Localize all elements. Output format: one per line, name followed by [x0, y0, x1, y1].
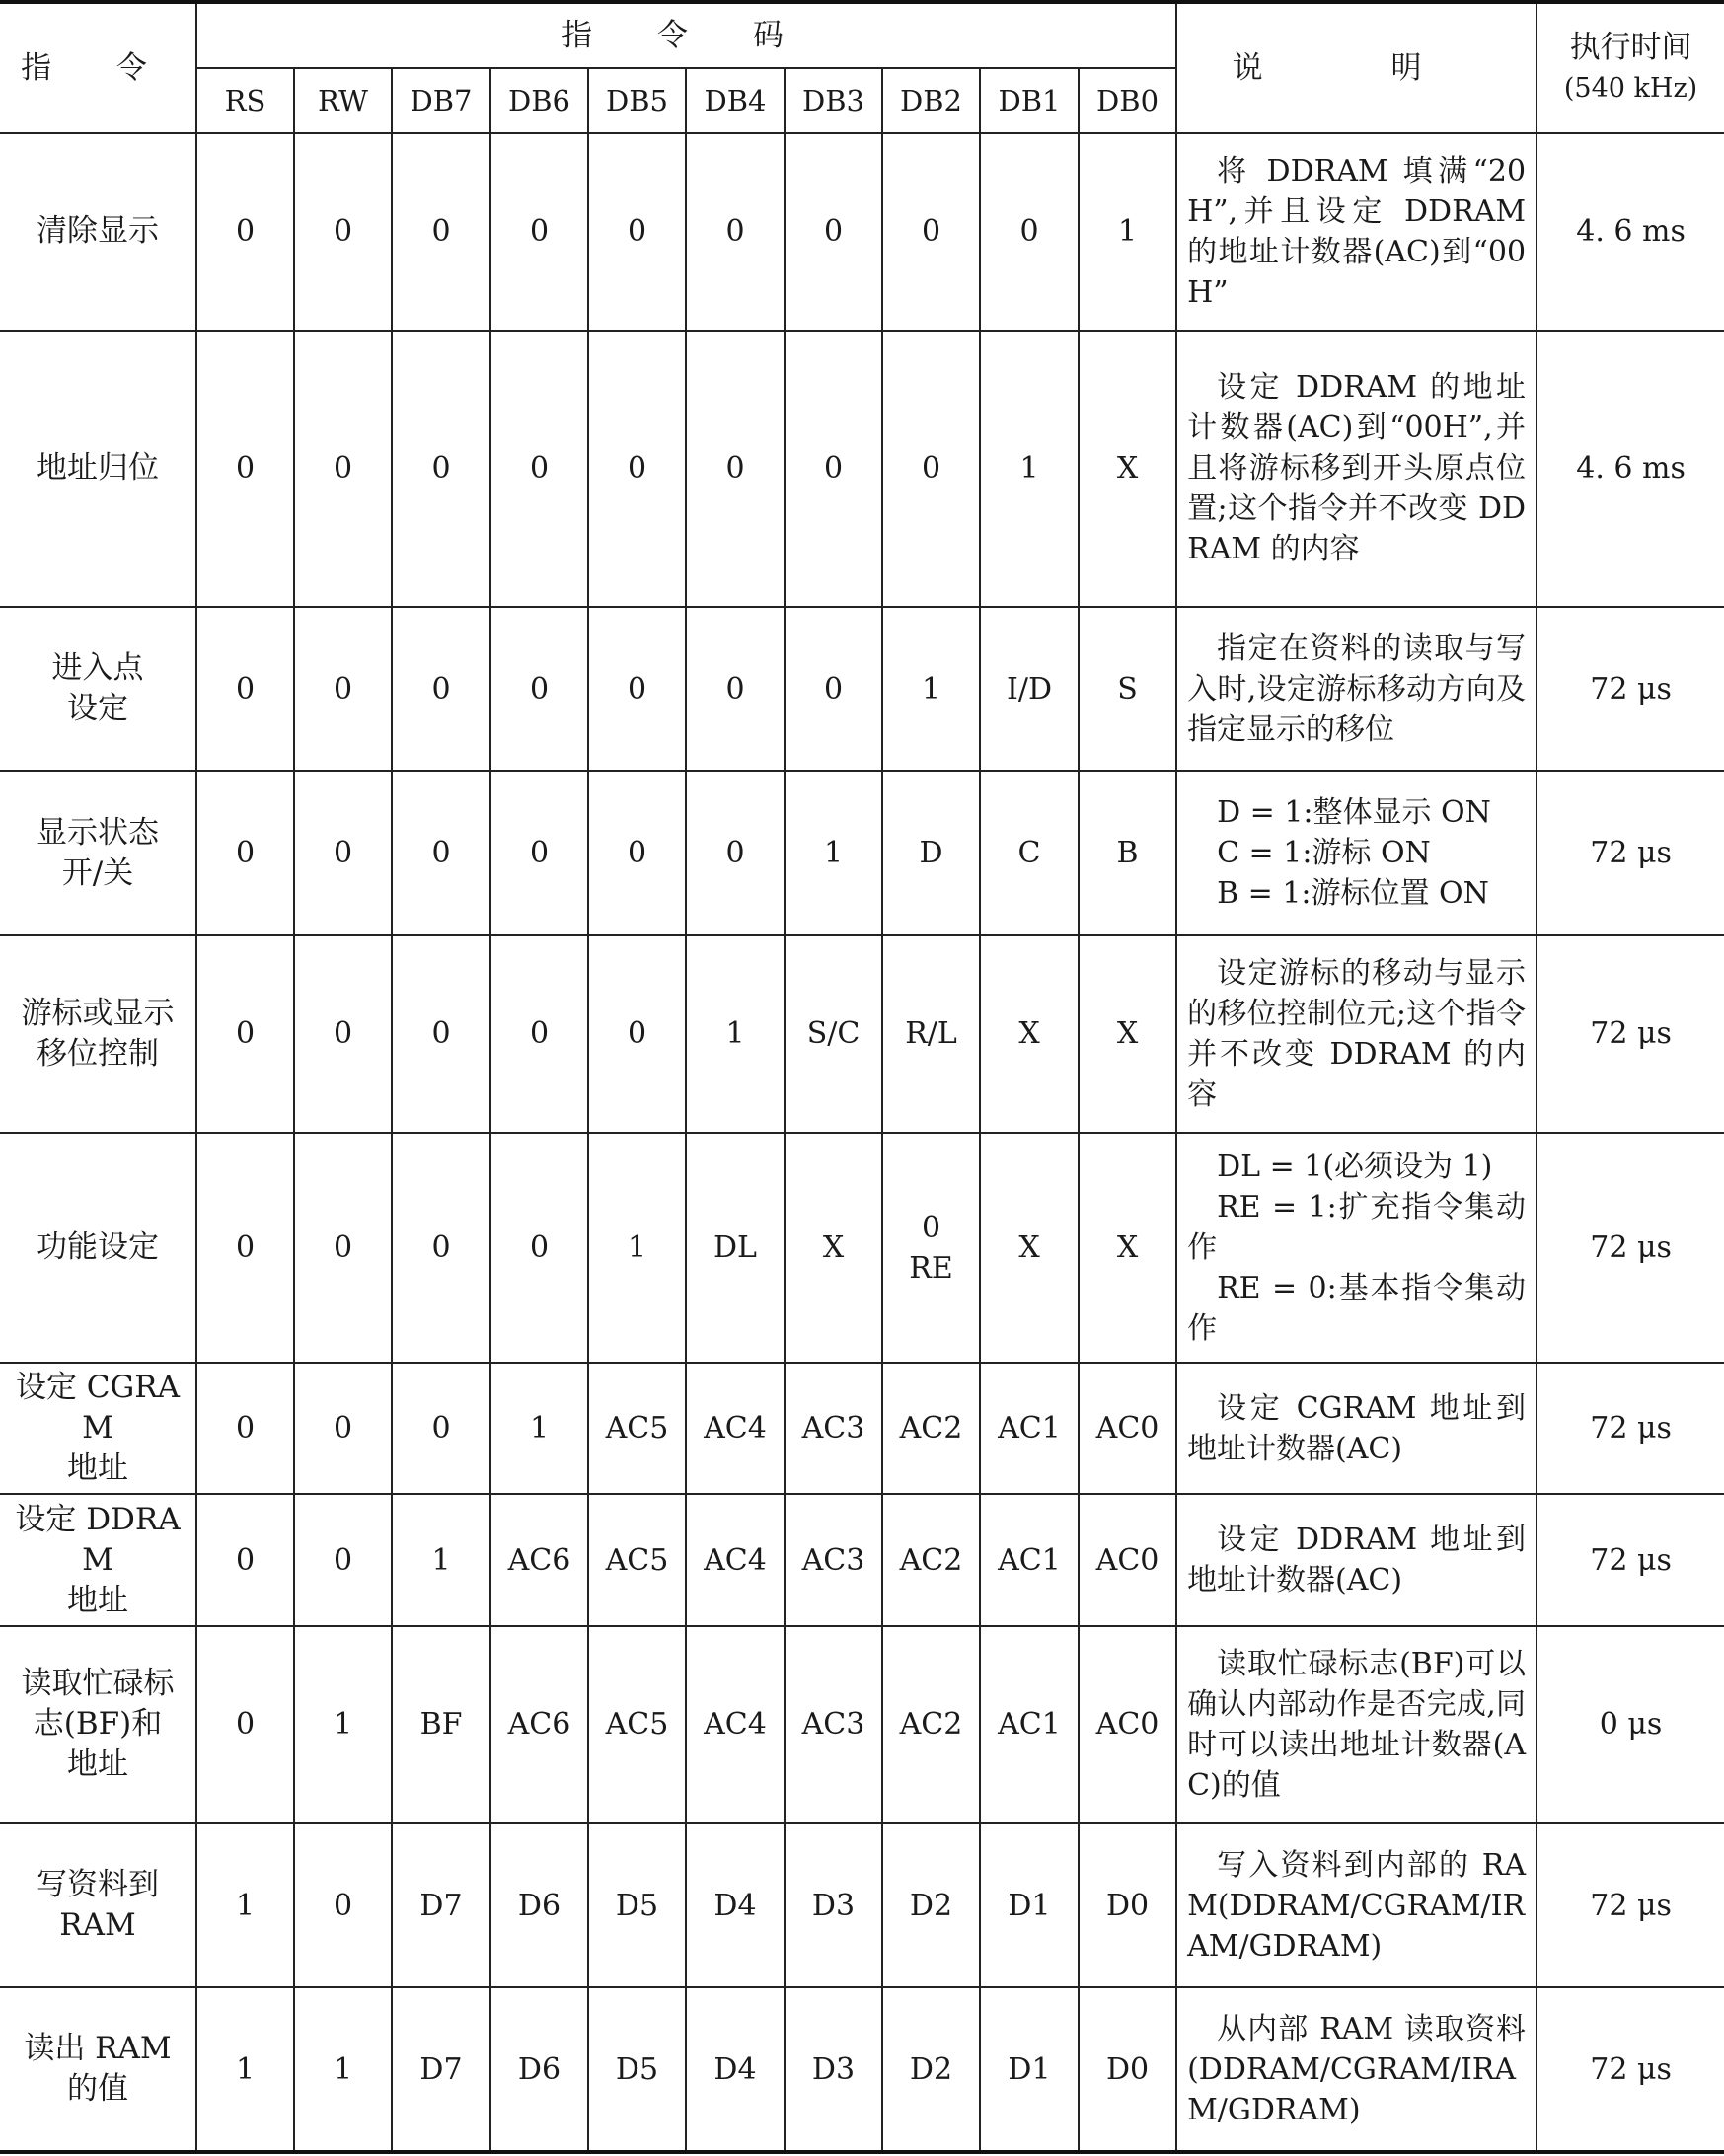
bit-cell: 0	[392, 1363, 490, 1494]
instruction-description: 读取忙碌标志(BF)可以确认内部动作是否完成,同时可以读出地址计数器(AC)的值	[1176, 1626, 1537, 1823]
instruction-description: 从内部 RAM 读取资料(DDRAM/CGRAM/IRAM/GDRAM)	[1176, 1987, 1537, 2152]
bit-cell: D1	[980, 1987, 1079, 2152]
bit-cell: 0	[490, 607, 588, 772]
bit-cell: 0 RE	[882, 1133, 980, 1363]
bit-cell: 0	[490, 935, 588, 1133]
bit-cell: D1	[980, 1823, 1079, 1988]
exec-time: 72 μs	[1537, 1494, 1724, 1625]
instruction-description: 设定 DDRAM 的地址计数器(AC)到“00H”,并且将游标移到开头原点位置;这个指令并不改变 DDRAM 的内容	[1176, 331, 1537, 607]
bit-cell: 0	[588, 331, 686, 607]
bit-cell: D6	[490, 1823, 588, 1988]
bit-cell: D3	[785, 1987, 882, 2152]
header-bit: RW	[294, 68, 392, 133]
bit-cell: 0	[392, 1133, 490, 1363]
bit-cell: 0	[588, 935, 686, 1133]
instruction-description: 将 DDRAM 填满“20H”,并且设定 DDRAM 的地址计数器(AC)到“00H”	[1176, 133, 1537, 331]
bit-cell: D2	[882, 1823, 980, 1988]
exec-time: 72 μs	[1537, 1133, 1724, 1363]
instruction-description: 设定 DDRAM 地址到地址计数器(AC)	[1176, 1494, 1537, 1625]
bit-cell: AC1	[980, 1626, 1079, 1823]
bit-cell: 1	[294, 1626, 392, 1823]
bit-cell: AC0	[1079, 1494, 1176, 1625]
bit-cell: 0	[196, 935, 294, 1133]
bit-cell: 0	[196, 1363, 294, 1494]
header-instruction: 指 令	[0, 2, 196, 133]
bit-cell: 0	[490, 331, 588, 607]
bit-cell: AC4	[686, 1363, 785, 1494]
bit-cell: 0	[686, 771, 785, 935]
bit-cell: 1	[490, 1363, 588, 1494]
bit-cell: 0	[490, 1133, 588, 1363]
instruction-name: 显示状态 开/关	[0, 771, 196, 935]
bit-cell: 0	[686, 331, 785, 607]
bit-cell: 0	[882, 133, 980, 331]
instruction-name: 进入点 设定	[0, 607, 196, 772]
header-bit: DB7	[392, 68, 490, 133]
instruction-name: 读出 RAM 的值	[0, 1987, 196, 2152]
bit-cell: AC2	[882, 1494, 980, 1625]
bit-cell: 0	[294, 935, 392, 1133]
bit-cell: 1	[882, 607, 980, 772]
bit-cell: X	[1079, 935, 1176, 1133]
bit-cell: D4	[686, 1987, 785, 2152]
bit-cell: 0	[196, 1494, 294, 1625]
bit-cell: C	[980, 771, 1079, 935]
exec-time: 72 μs	[1537, 1363, 1724, 1494]
bit-cell: 1	[686, 935, 785, 1133]
header-code-group: 指 令 码	[196, 2, 1176, 68]
instruction-name: 清除显示	[0, 133, 196, 331]
bit-cell: 0	[196, 331, 294, 607]
bit-cell: I/D	[980, 607, 1079, 772]
header-row-top	[0, 2, 1724, 68]
bit-cell: AC5	[588, 1494, 686, 1625]
bit-cell: D	[882, 771, 980, 935]
bit-cell: AC1	[980, 1494, 1079, 1625]
table-row	[0, 1987, 1724, 2152]
table-row	[0, 1133, 1724, 1363]
bit-cell: 0	[392, 607, 490, 772]
bit-cell: 0	[490, 133, 588, 331]
exec-time: 72 μs	[1537, 935, 1724, 1133]
bit-cell: AC3	[785, 1626, 882, 1823]
bit-cell: D7	[392, 1823, 490, 1988]
bit-cell: 0	[392, 331, 490, 607]
bit-cell: AC6	[490, 1626, 588, 1823]
instruction-description: 设定 CGRAM 地址到地址计数器(AC)	[1176, 1363, 1537, 1494]
exec-time: 4. 6 ms	[1537, 133, 1724, 331]
table-row	[0, 1823, 1724, 1988]
instruction-name: 设定 CGRAM 地址	[0, 1363, 196, 1494]
bit-cell: 0	[588, 133, 686, 331]
bit-cell: 0	[196, 607, 294, 772]
bit-cell: AC6	[490, 1494, 588, 1625]
bit-cell: AC1	[980, 1363, 1079, 1494]
bit-cell: 0	[392, 771, 490, 935]
table-row	[0, 771, 1724, 935]
header-bit: DB0	[1079, 68, 1176, 133]
bit-cell: 0	[294, 1133, 392, 1363]
exec-time: 0 μs	[1537, 1626, 1724, 1823]
header-bit: DB2	[882, 68, 980, 133]
exec-time: 4. 6 ms	[1537, 331, 1724, 607]
bit-cell: AC2	[882, 1626, 980, 1823]
instruction-name: 游标或显示 移位控制	[0, 935, 196, 1133]
bit-cell: 0	[980, 133, 1079, 331]
bit-cell: R/L	[882, 935, 980, 1133]
bit-cell: X	[1079, 331, 1176, 607]
header-description: 说 明	[1176, 2, 1537, 133]
bit-cell: 0	[294, 607, 392, 772]
table-row	[0, 1363, 1724, 1494]
bit-cell: 0	[196, 771, 294, 935]
instruction-name: 功能设定	[0, 1133, 196, 1363]
exec-time: 72 μs	[1537, 1823, 1724, 1988]
bit-cell: D5	[588, 1823, 686, 1988]
bit-cell: 0	[392, 935, 490, 1133]
bit-cell: 0	[392, 133, 490, 331]
bit-cell: S	[1079, 607, 1176, 772]
instruction-name: 设定 DDRAM 地址	[0, 1494, 196, 1625]
bit-cell: AC5	[588, 1626, 686, 1823]
header-bit: RS	[196, 68, 294, 133]
bit-cell: X	[980, 1133, 1079, 1363]
bit-cell: 0	[785, 607, 882, 772]
bit-cell: BF	[392, 1626, 490, 1823]
bit-cell: AC4	[686, 1494, 785, 1625]
header-bit: DB1	[980, 68, 1079, 133]
table-row	[0, 133, 1724, 331]
bit-cell: AC2	[882, 1363, 980, 1494]
bit-cell: AC0	[1079, 1626, 1176, 1823]
bit-cell: D3	[785, 1823, 882, 1988]
bit-cell: 0	[490, 771, 588, 935]
bit-cell: 1	[196, 1987, 294, 2152]
table-row	[0, 331, 1724, 607]
bit-cell: 1	[392, 1494, 490, 1625]
bit-cell: D7	[392, 1987, 490, 2152]
bit-cell: 0	[882, 331, 980, 607]
instruction-description: D = 1:整体显示 ON C = 1:游标 ON B = 1:游标位置 ON	[1176, 771, 1537, 935]
bit-cell: D0	[1079, 1823, 1176, 1988]
instruction-name: 读取忙碌标 志(BF)和 地址	[0, 1626, 196, 1823]
bit-cell: 1	[588, 1133, 686, 1363]
bit-cell: AC0	[1079, 1363, 1176, 1494]
bit-cell: 0	[294, 133, 392, 331]
bit-cell: X	[1079, 1133, 1176, 1363]
bit-cell: AC5	[588, 1363, 686, 1494]
bit-cell: 1	[980, 331, 1079, 607]
instruction-description: 写入资料到内部的 RAM(DDRAM/CGRAM/IRAM/GDRAM)	[1176, 1823, 1537, 1988]
instruction-description: DL = 1(必须设为 1) RE = 1:扩充指令集动作 RE = 0:基本指令集动作	[1176, 1133, 1537, 1363]
exec-time: 72 μs	[1537, 607, 1724, 772]
bit-cell: 0	[294, 1823, 392, 1988]
header-bit: DB5	[588, 68, 686, 133]
bit-cell: X	[980, 935, 1079, 1133]
instruction-name: 地址归位	[0, 331, 196, 607]
header-exec-time: 执行时间 (540 kHz)	[1537, 2, 1724, 133]
bit-cell: X	[785, 1133, 882, 1363]
bit-cell: AC3	[785, 1363, 882, 1494]
exec-time: 72 μs	[1537, 1987, 1724, 2152]
bit-cell: 0	[588, 771, 686, 935]
bit-cell: 0	[294, 331, 392, 607]
bit-cell: 0	[294, 1363, 392, 1494]
bit-cell: 0	[294, 771, 392, 935]
header-bit: DB4	[686, 68, 785, 133]
header-bit: DB3	[785, 68, 882, 133]
bit-cell: D0	[1079, 1987, 1176, 2152]
bit-cell: D5	[588, 1987, 686, 2152]
instruction-description: 指定在资料的读取与写入时,设定游标移动方向及指定显示的移位	[1176, 607, 1537, 772]
bit-cell: 0	[785, 331, 882, 607]
bit-cell: 1	[785, 771, 882, 935]
bit-cell: 0	[294, 1494, 392, 1625]
bit-cell: S/C	[785, 935, 882, 1133]
instruction-name: 写资料到 RAM	[0, 1823, 196, 1988]
bit-cell: DL	[686, 1133, 785, 1363]
table-row	[0, 607, 1724, 772]
bit-cell: D6	[490, 1987, 588, 2152]
header-bit: DB6	[490, 68, 588, 133]
table-row	[0, 1626, 1724, 1823]
bit-cell: 0	[196, 1133, 294, 1363]
exec-time: 72 μs	[1537, 771, 1724, 935]
bit-cell: 0	[196, 133, 294, 331]
bit-cell: 0	[686, 133, 785, 331]
bit-cell: 0	[785, 133, 882, 331]
bit-cell: AC3	[785, 1494, 882, 1625]
table-row	[0, 935, 1724, 1133]
bit-cell: D4	[686, 1823, 785, 1988]
bit-cell: 0	[686, 607, 785, 772]
bit-cell: D2	[882, 1987, 980, 2152]
bit-cell: 0	[196, 1626, 294, 1823]
bit-cell: 0	[588, 607, 686, 772]
instruction-description: 设定游标的移动与显示的移位控制位元;这个指令并不改变 DDRAM 的内容	[1176, 935, 1537, 1133]
bit-cell: AC4	[686, 1626, 785, 1823]
bit-cell: 1	[1079, 133, 1176, 331]
bit-cell: B	[1079, 771, 1176, 935]
bit-cell: 1	[196, 1823, 294, 1988]
table-row	[0, 1494, 1724, 1625]
bit-cell: 1	[294, 1987, 392, 2152]
